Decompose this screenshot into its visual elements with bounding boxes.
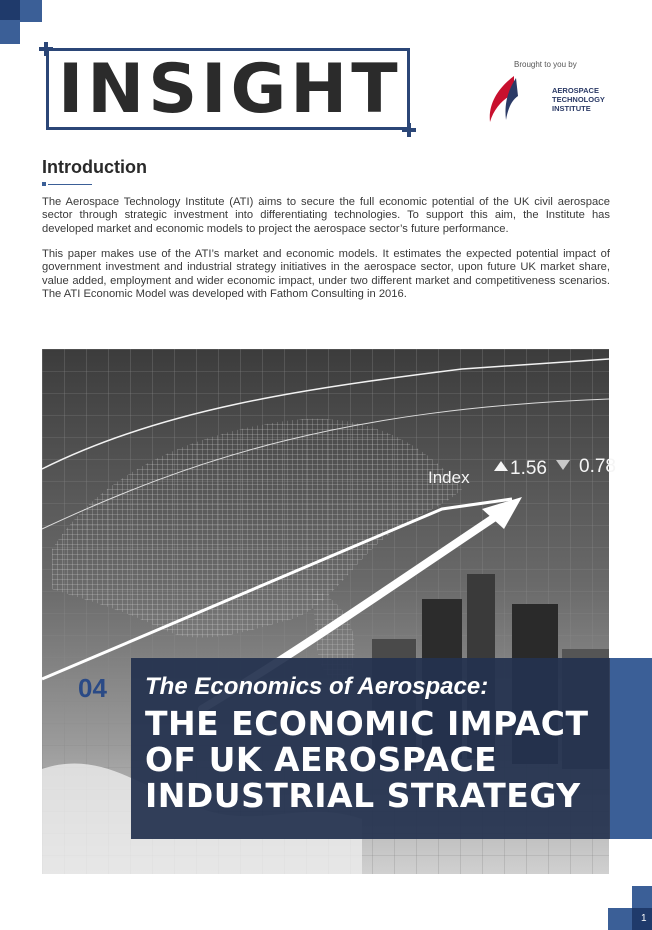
cover-subtitle: The Economics of Aerospace: (145, 673, 489, 700)
corner-square (608, 908, 632, 930)
cover-title-line: THE ECONOMIC IMPACT (145, 704, 589, 743)
ati-logo-line: INSTITUTE (552, 104, 591, 113)
cover-title-line: INDUSTRIAL STRATEGY (145, 776, 581, 815)
title-panel-accent (610, 658, 652, 839)
corner-square (632, 886, 652, 908)
index-label: Index (428, 468, 470, 487)
corner-square (20, 0, 42, 22)
heading-rule (48, 184, 92, 185)
heading-rule-dot (42, 182, 46, 186)
intro-heading: Introduction (42, 157, 147, 177)
corner-square (0, 20, 20, 44)
ati-logo-text (552, 86, 605, 113)
ati-logo-line: AEROSPACE (552, 86, 599, 95)
issue-number: 04 (78, 673, 107, 703)
brought-to-you-label: Brought to you by (514, 60, 577, 69)
cover-title (145, 706, 600, 814)
insight-logo: INSIGHT (58, 50, 402, 129)
plus-icon (39, 42, 53, 56)
intro-paragraph: The Aerospace Technology Institute (ATI) aims to secure the full economic potential of the UK civil aerospace sector through strategic investment into differentiating technologies. To support this aim, the Institute has developed market and economic models to project the aerospace sector’s future performance. (42, 196, 610, 235)
corner-square (0, 0, 20, 20)
index-value: 0.78 (579, 456, 616, 477)
ati-swoosh-icon (484, 74, 524, 126)
index-value: 1.56 (510, 458, 547, 479)
ati-logo-line: TECHNOLOGY (552, 95, 605, 104)
cover-title-line: OF UK AEROSPACE (145, 740, 498, 779)
page-number: 1 (641, 913, 647, 924)
plus-icon (402, 123, 416, 137)
intro-paragraph: This paper makes use of the ATI’s market and economic models. It estimates the expected potential impact of government investment and industrial strategy initiatives in the aerospace sector, upon future UK market share, value added, employment and wider economic impact, under two different market and competitiveness scenarios. The ATI Economic Model was developed with Fathom Consulting in 2016. (42, 248, 610, 301)
